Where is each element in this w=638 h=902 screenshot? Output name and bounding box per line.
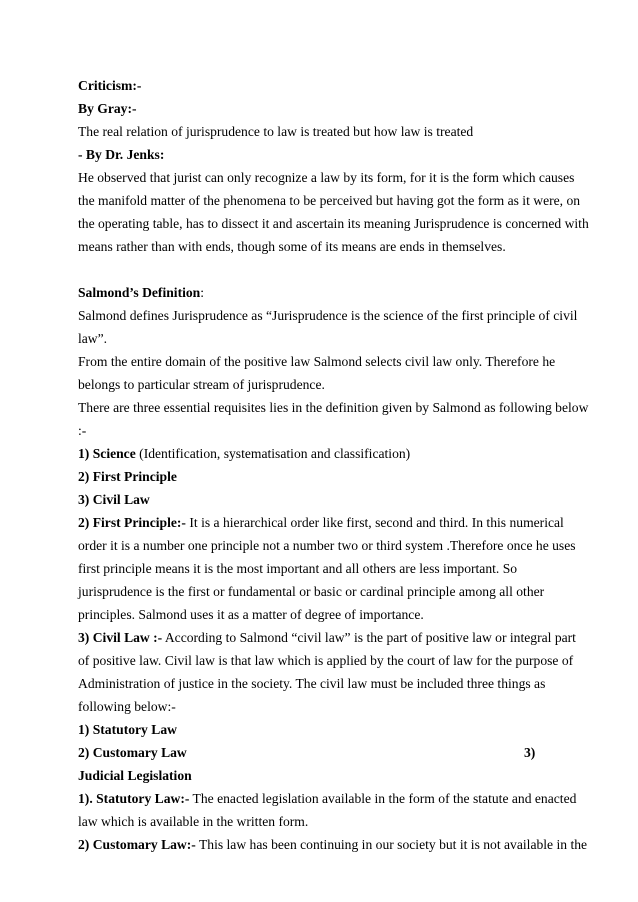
civil-law-text: According to Salmond “civil law” is the part of positive law or integral part bbox=[162, 630, 576, 645]
civil-law-label: 3) Civil Law :- bbox=[78, 630, 163, 645]
salmond-heading: Salmond’s Definition bbox=[78, 285, 201, 300]
statutory-text: The enacted legislation available in the form of the statute and enacted bbox=[189, 791, 577, 806]
jenks-line: means rather than with ends, though some of its means are ends in themselves. bbox=[78, 239, 506, 254]
jenks-line: the manifold matter of the phenomena to be perceived but having got the form as it were, on bbox=[78, 193, 581, 208]
domain-line: belongs to particular stream of jurisprudence. bbox=[78, 377, 325, 392]
definition-line: law”. bbox=[78, 331, 108, 346]
science-label: 1) Science bbox=[78, 446, 136, 461]
science-text: (Identification, systematisation and classification) bbox=[135, 446, 411, 461]
first-principle-text: It is a hierarchical order like first, second and third. In this numerical bbox=[185, 515, 564, 530]
first-principle-line bbox=[78, 515, 564, 531]
salmond-heading-line bbox=[78, 285, 204, 301]
customary-text: This law has been continuing in our society but it is not available in the bbox=[195, 837, 588, 852]
definition-line: Salmond defines Jurisprudence as “Jurisprudence is the science of the first principle of civil bbox=[78, 308, 578, 323]
customary-label: 2) Customary Law:- bbox=[78, 837, 196, 852]
statutory-line: law which is available in the written form. bbox=[78, 814, 309, 829]
first-principle-line: jurisprudence is the first or fundamental or basic or cardinal principle among all other bbox=[78, 584, 545, 599]
jenks-line: the operating table, has to dissect it and ascertain its meaning Jurisprudence is concerned with bbox=[78, 216, 589, 231]
item-statutory-law: 1) Statutory Law bbox=[78, 722, 177, 737]
first-principle-label: 2) First Principle:- bbox=[78, 515, 186, 530]
first-principle-line: order it is a number one principle not a number two or third system .Therefore once he uses bbox=[78, 538, 576, 553]
civil-law-line: following below:- bbox=[78, 699, 176, 714]
civil-law-line: Administration of justice in the society. The civil law must be included three things as bbox=[78, 676, 546, 691]
item-customary-law: 2) Customary Law bbox=[78, 745, 187, 760]
list-item-science bbox=[78, 446, 410, 462]
item-number-three: 3) bbox=[524, 745, 536, 760]
requisites-line: :- bbox=[78, 423, 87, 438]
statutory-label: 1). Statutory Law:- bbox=[78, 791, 190, 806]
gray-text: The real relation of jurisprudence to law is treated but how law is treated bbox=[78, 124, 474, 139]
statutory-line bbox=[78, 791, 576, 807]
salmond-heading-colon: : bbox=[200, 285, 205, 300]
civil-law-line: of positive law. Civil law is that law which is applied by the court of law for the purpose of bbox=[78, 653, 574, 668]
customary-line bbox=[78, 837, 587, 853]
jenks-heading: - By Dr. Jenks: bbox=[78, 147, 165, 162]
item-judicial-legislation: Judicial Legislation bbox=[78, 768, 192, 783]
first-principle-line: first principle means it is the most important and all others are less important. So bbox=[78, 561, 518, 576]
list-item-civil-law: 3) Civil Law bbox=[78, 492, 150, 507]
civil-law-line bbox=[78, 630, 576, 646]
gray-heading: By Gray:- bbox=[78, 101, 137, 116]
jenks-line: He observed that jurist can only recognize a law by its form, for it is the form which causes bbox=[78, 170, 575, 185]
requisites-line: There are three essential requisites lies in the definition given by Salmond as following below bbox=[78, 400, 589, 415]
domain-line: From the entire domain of the positive law Salmond selects civil law only. Therefore he bbox=[78, 354, 556, 369]
first-principle-line: principles. Salmond uses it as a matter of degree of importance. bbox=[78, 607, 424, 622]
list-item-first-principle: 2) First Principle bbox=[78, 469, 177, 484]
criticism-heading: Criticism:- bbox=[78, 78, 142, 93]
